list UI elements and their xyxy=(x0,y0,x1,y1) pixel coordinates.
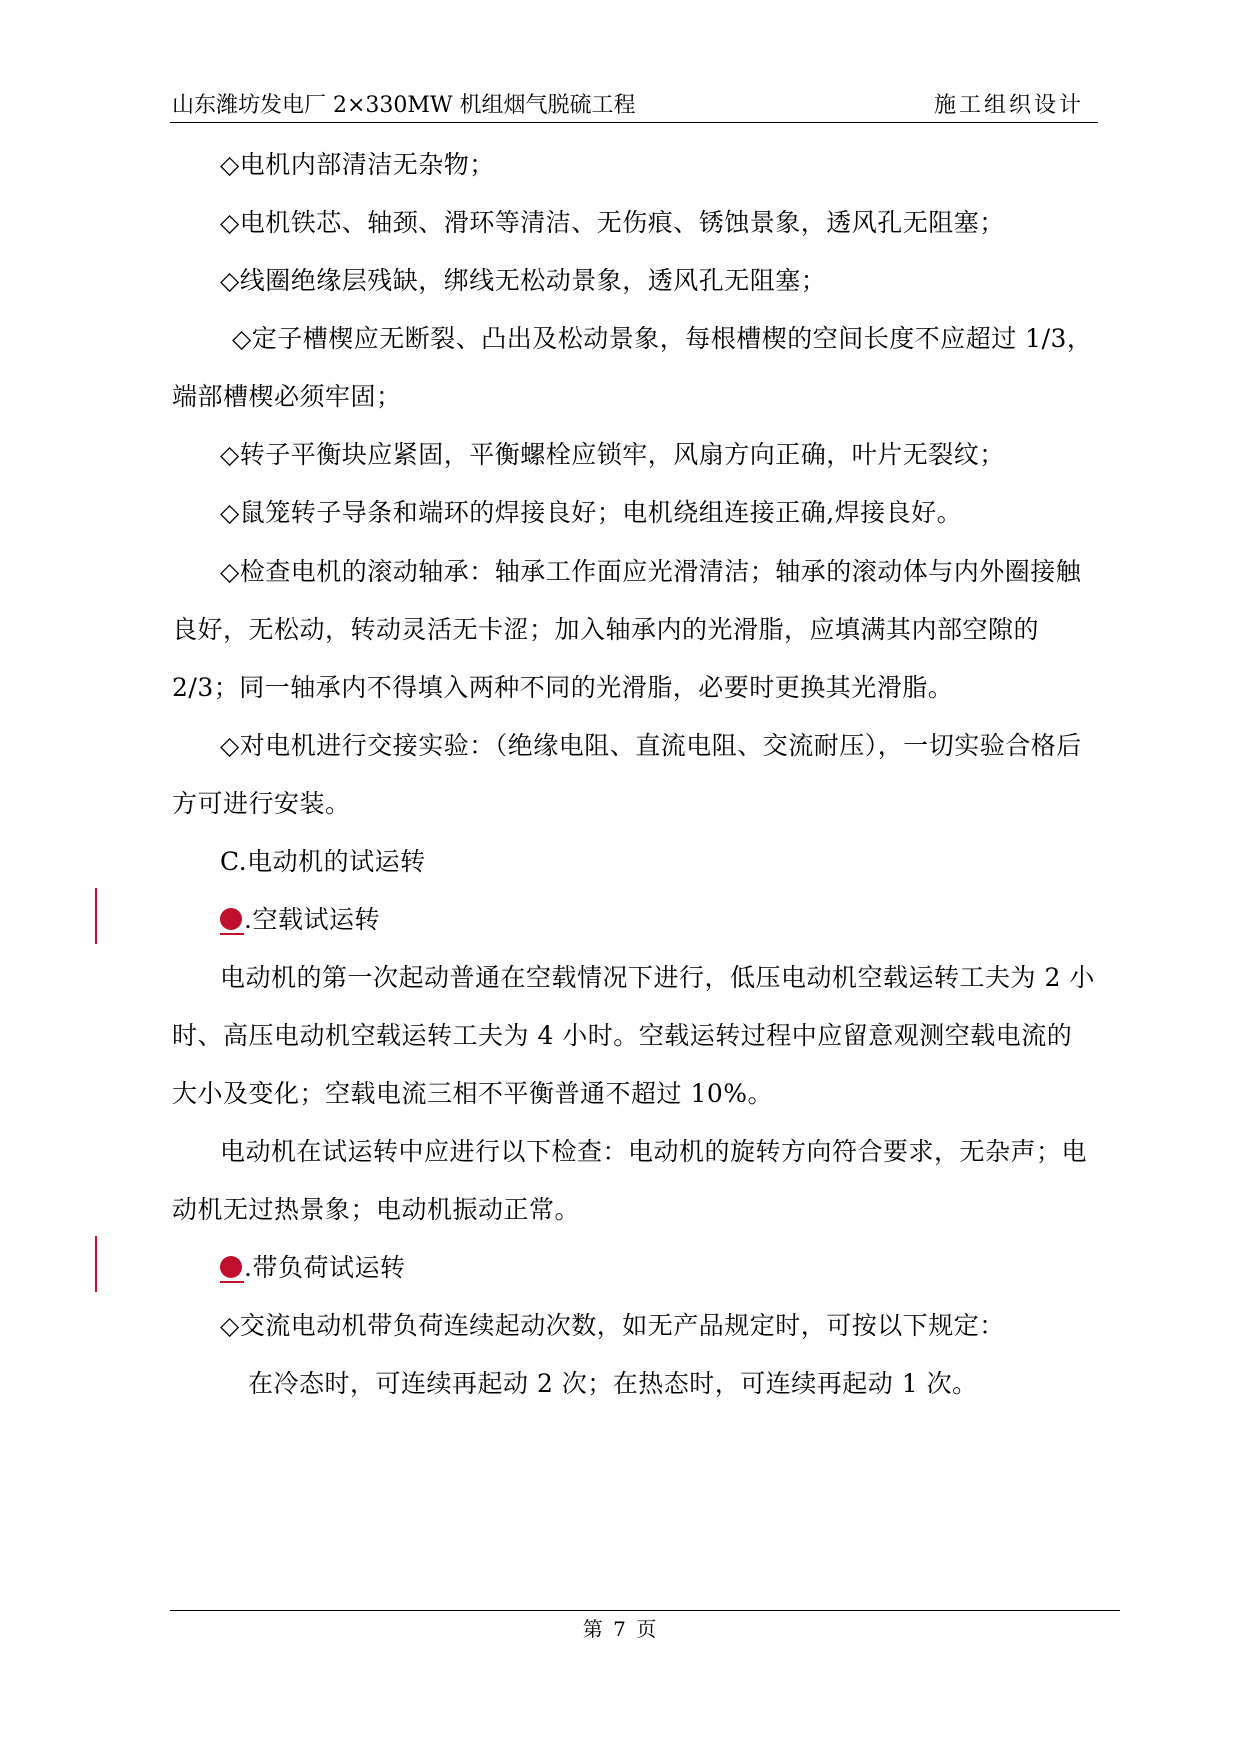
paragraph-line: 2/3；同一轴承内不得填入两种不同的光滑脂，必要时更换其光滑脂。 xyxy=(172,673,954,702)
paragraph-line: ◇对电机进行交接实验：（绝缘电阻、直流电阻、交流耐压），一切实验合格后 xyxy=(220,731,1082,760)
section-heading: C.电动机的试运转 xyxy=(220,847,426,876)
paragraph-line: ◇检查电机的滚动轴承：轴承工作面应光滑清洁；轴承的滚动体与内外圈接触 xyxy=(220,557,1082,586)
paragraph-line: 电动机的第一次起动普通在空载情况下进行，低压电动机空载运转工夫为 2 小 xyxy=(220,963,1095,992)
paragraph-line: ◇线圈绝缘层残缺，绑线无松动景象，透风孔无阻塞； xyxy=(220,266,827,295)
header-document-type: 施工组织设计 xyxy=(933,93,1084,118)
paragraph-line: ◇电机铁芯、轴颈、滑环等清洁、无伤痕、锈蚀景象，透风孔无阻塞； xyxy=(220,208,1005,237)
red-dot-icon xyxy=(220,908,242,930)
bullet-marker xyxy=(220,907,244,935)
header-project-title: 山东潍坊发电厂 2×330MW 机组烟气脱硫工程 xyxy=(172,93,636,118)
page-header xyxy=(170,92,1098,123)
subsection-heading xyxy=(220,903,380,937)
paragraph-line: 时、高压电动机空载运转工夫为 4 小时。空载运转过程中应留意观测空载电流的 xyxy=(172,1021,1073,1050)
paragraph-line: ◇转子平衡块应紧固，平衡螺栓应锁牢，风扇方向正确，叶片无裂纹； xyxy=(220,440,1005,469)
paragraph-line: ◇定子槽楔应无断裂、凸出及松动景象，每根槽楔的空间长度不应超过 1/3， xyxy=(232,324,1093,353)
paragraph-line: 在冷态时，可连续再起动 2 次；在热态时，可连续再起动 1 次。 xyxy=(248,1369,978,1398)
paragraph-line: 方可进行安装。 xyxy=(172,789,351,818)
bullet-marker xyxy=(220,1255,244,1283)
paragraph-line: 大小及变化；空载电流三相不平衡普通不超过 10%。 xyxy=(172,1079,774,1108)
footer-rule xyxy=(170,1610,1120,1611)
revision-change-bar xyxy=(95,1236,97,1292)
paragraph-line: 端部槽楔必须牢固； xyxy=(172,382,402,411)
subsection-heading-text: .空载试运转 xyxy=(244,905,380,934)
paragraph-line: 电动机在试运转中应进行以下检查：电动机的旋转方向符合要求，无杂声；电 xyxy=(220,1137,1088,1166)
revision-change-bar xyxy=(95,888,97,944)
subsection-heading-text: .带负荷试运转 xyxy=(244,1253,406,1282)
page-number: 第 7 页 xyxy=(582,1617,659,1641)
paragraph-line: 良好，无松动，转动灵活无卡涩；加入轴承内的光滑脂，应填满其内部空隙的 xyxy=(172,615,1040,644)
paragraph-line: ◇电机内部清洁无杂物； xyxy=(220,150,495,179)
subsection-heading xyxy=(220,1251,405,1285)
red-dot-icon xyxy=(220,1256,242,1278)
paragraph-line: ◇交流电动机带负荷连续起动次数，如无产品规定时，可按以下规定： xyxy=(220,1311,1005,1340)
paragraph-line: 动机无过热景象；电动机振动正常。 xyxy=(172,1195,581,1224)
paragraph-line: ◇鼠笼转子导条和端环的焊接良好；电机绕组连接正确,焊接良好。 xyxy=(220,498,963,527)
